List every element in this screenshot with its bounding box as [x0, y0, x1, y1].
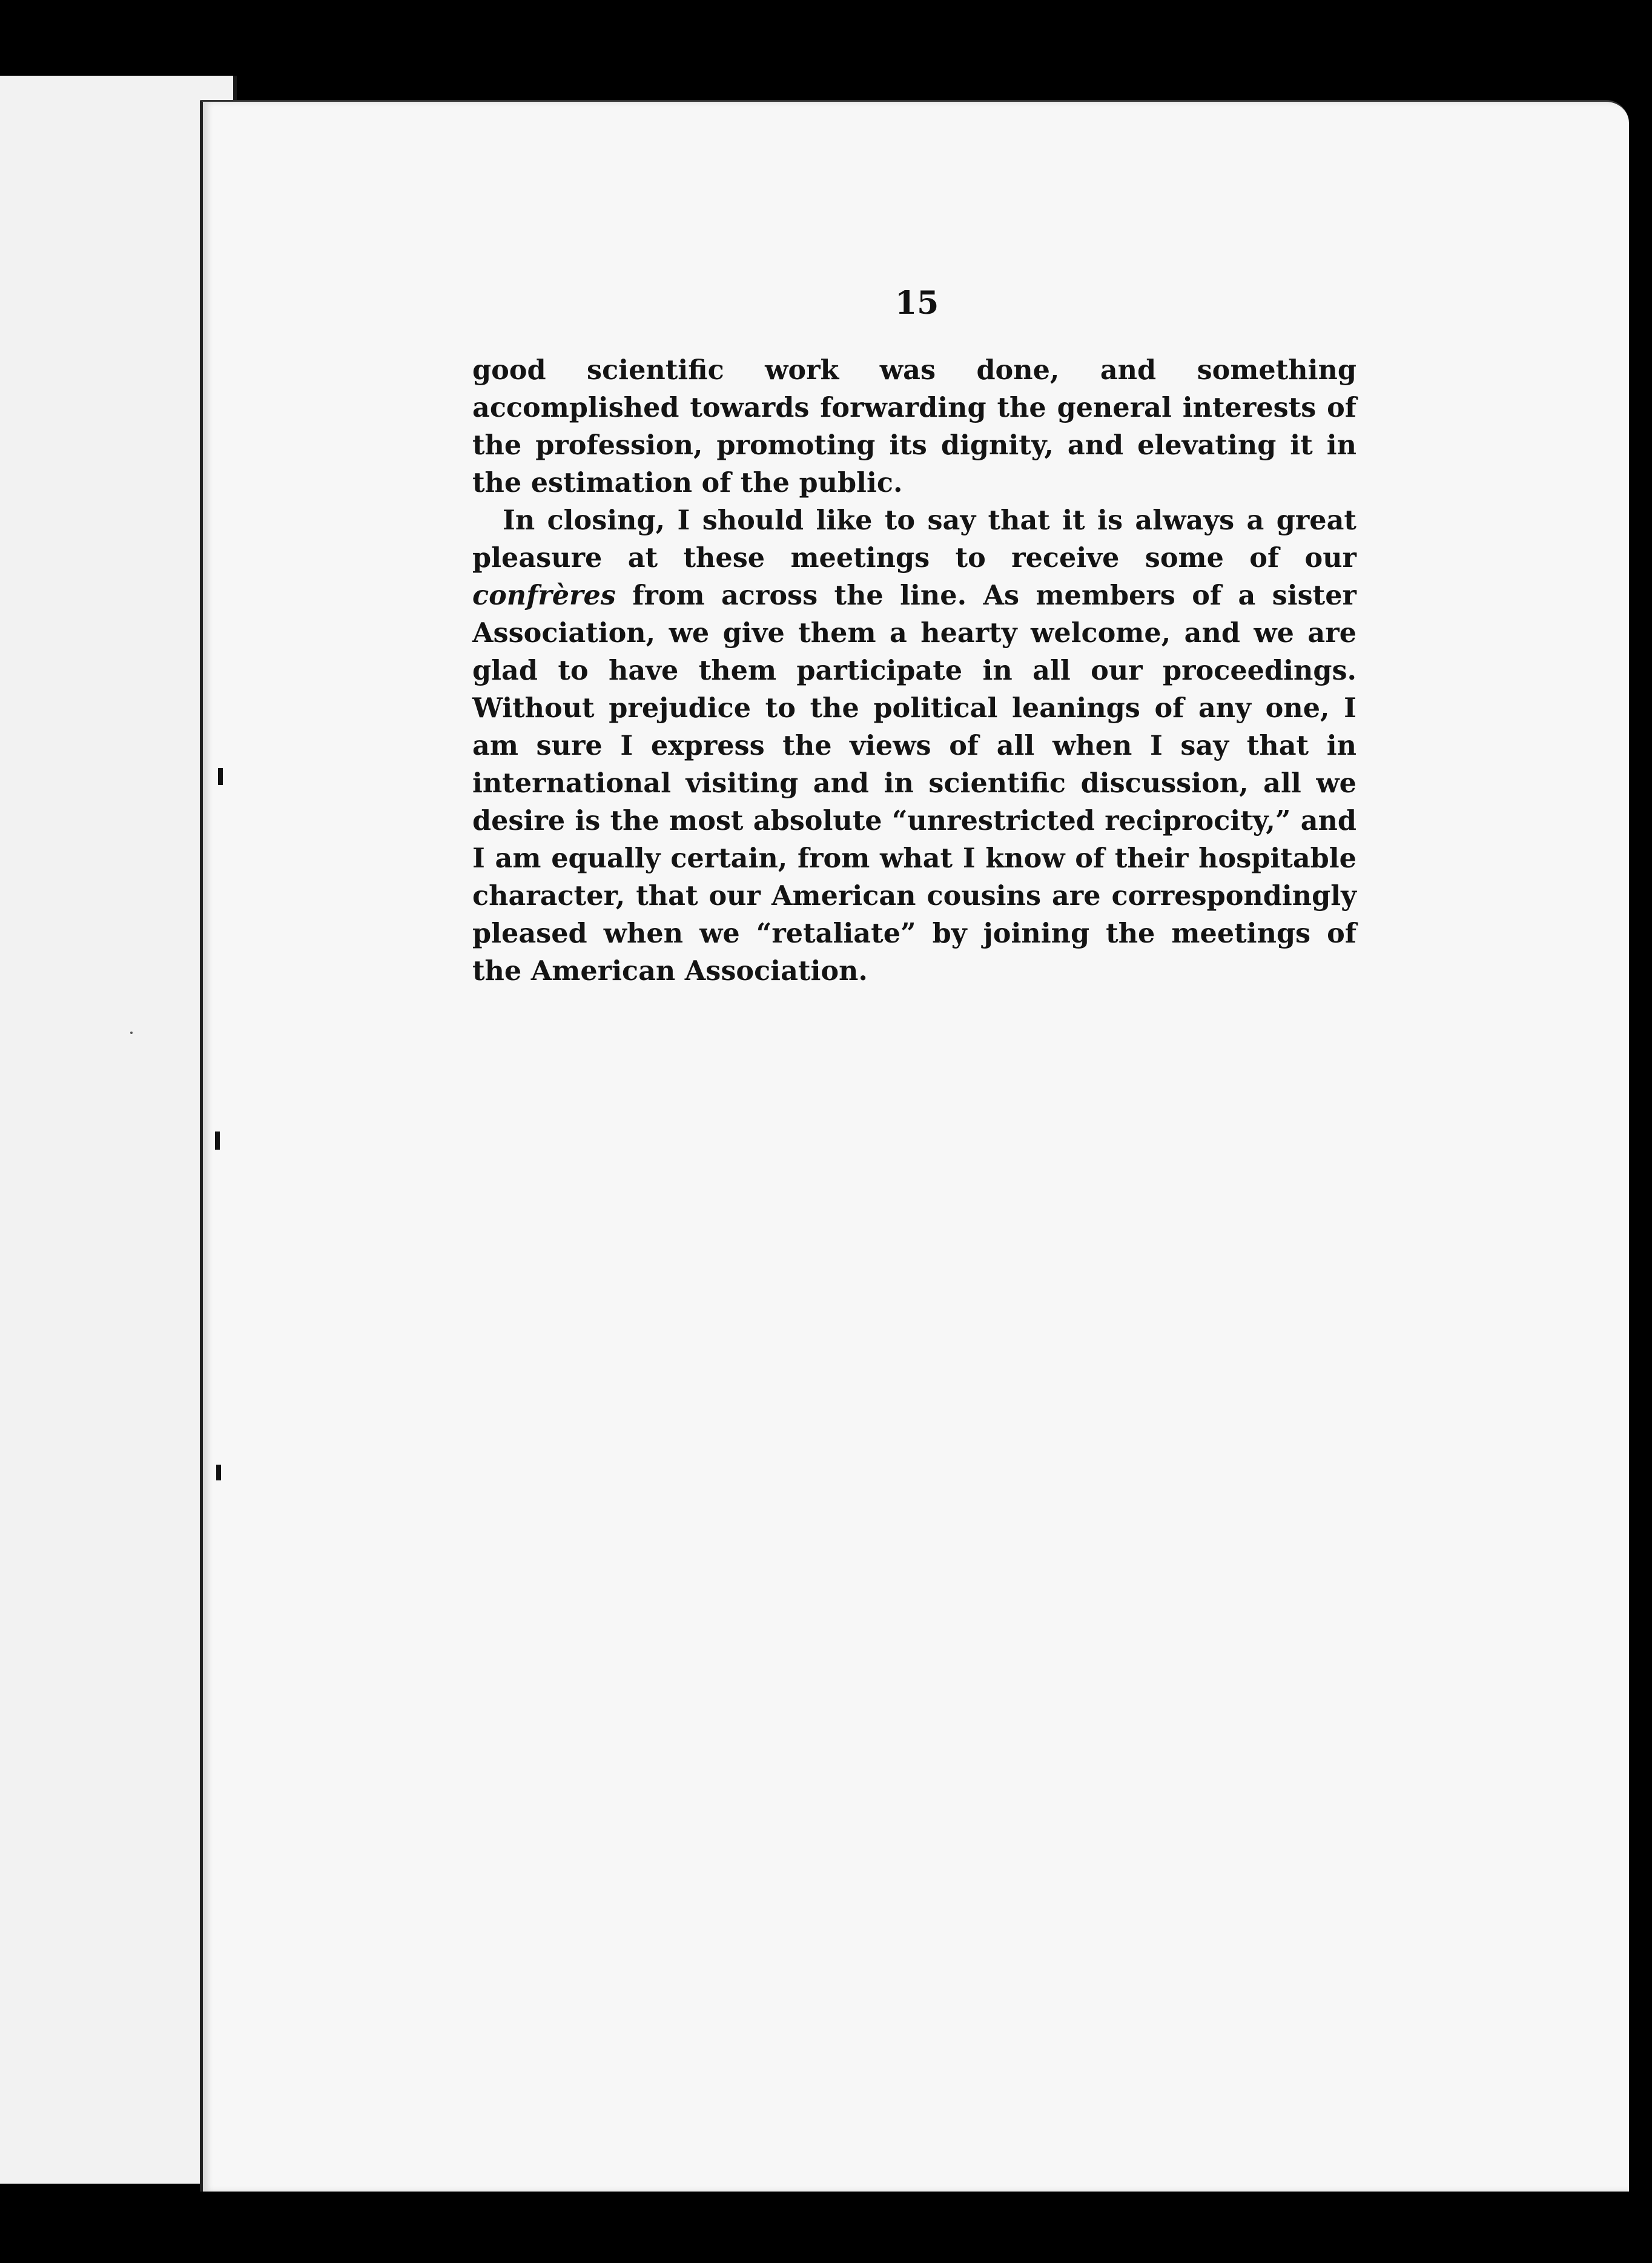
binding-mark — [216, 1465, 221, 1480]
text-run: In closing, I should like to say that it is always a great pleasure at these meetings to receive some of our — [472, 505, 1356, 574]
binding-mark — [218, 768, 223, 785]
italic-word: confrères — [472, 580, 616, 611]
page-number: 15 — [895, 285, 939, 322]
binding-mark — [215, 1132, 220, 1150]
body-text — [472, 351, 1356, 990]
text-run: from across the line. As members of a sister Association, we give them a hearty welcome, and we are glad to have them participate in all our proceedings. Without prejudice to the political leanings of any one, I am sure I express the views of all when I say that in international visiting and in scientific discussion, all we desire is the most absolute “unrestricted reciprocity,” and I am equally certain, from what I know of their hospitable character, that our American cousins are correspondingly pleased when we “retaliate” by joining the meetings of the American Association. — [472, 580, 1356, 987]
paragraph-closing — [472, 502, 1356, 990]
paragraph-continuation: good scientific work was done, and something accomplished towards forwarding the general interests of the profession, promoting its dignity, and elevating it in the estimation of the public. — [472, 354, 1356, 499]
speck — [130, 1032, 133, 1034]
